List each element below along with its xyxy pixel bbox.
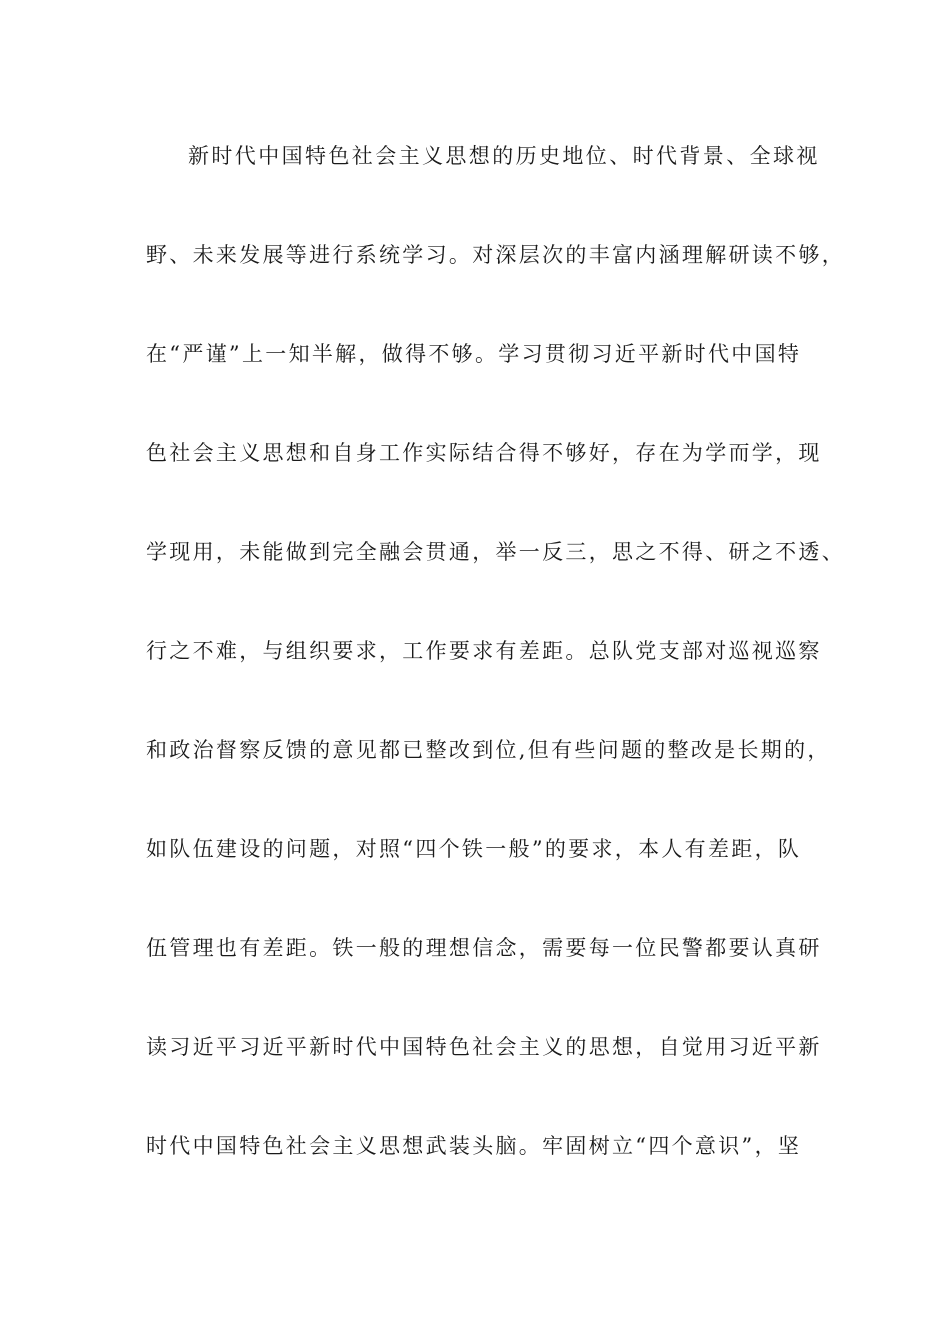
paragraph-line-7: 和政治督察反馈的意见都已整改到位,但有些问题的整改是长期的， bbox=[146, 738, 831, 762]
paragraph-line-9: 伍管理也有差距。铁一般的理想信念，需要每一位民警都要认真研 bbox=[146, 936, 822, 960]
paragraph-line-4: 色社会主义思想和自身工作实际结合得不够好，存在为学而学，现 bbox=[146, 441, 822, 465]
paragraph-line-1: 新时代中国特色社会主义思想的历史地位、时代背景、全球视 bbox=[188, 144, 820, 168]
paragraph-line-10: 读习近平习近平新时代中国特色社会主义的思想，自觉用习近平新 bbox=[146, 1035, 822, 1059]
paragraph-line-11: 时代中国特色社会主义思想武装头脑。牢固树立“四个意识”，坚 bbox=[146, 1134, 802, 1158]
paragraph-line-3: 在“严谨”上一知半解，做得不够。学习贯彻习近平新时代中国特 bbox=[146, 342, 802, 366]
paragraph-line-8: 如队伍建设的问题，对照“四个铁一般”的要求，本人有差距，队 bbox=[146, 837, 802, 861]
paragraph-line-6: 行之不难，与组织要求，工作要求有差距。总队党支部对巡视巡察 bbox=[146, 639, 822, 663]
paragraph-line-2: 野、未来发展等进行系统学习。对深层次的丰富内涵理解研读不够， bbox=[146, 243, 845, 267]
paragraph-line-5: 学现用，未能做到完全融会贯通，举一反三，思之不得、研之不透、 bbox=[146, 540, 845, 564]
